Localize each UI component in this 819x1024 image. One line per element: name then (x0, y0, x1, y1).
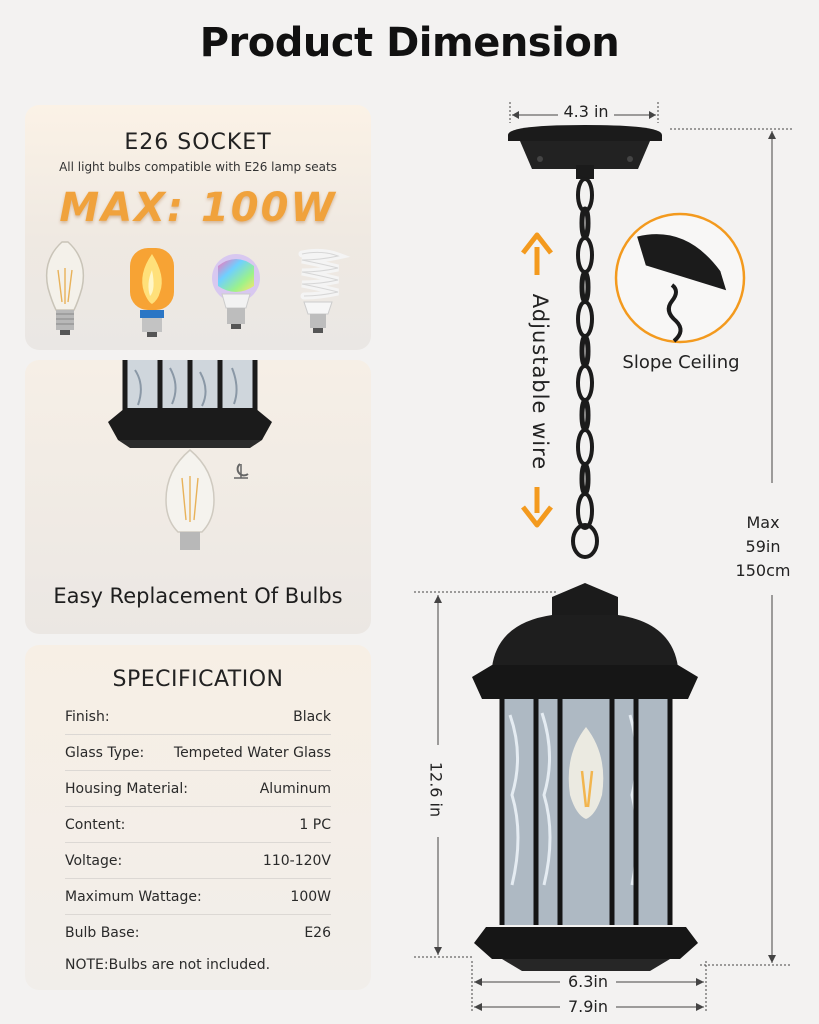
max-label-2: 59in (745, 537, 781, 556)
flame-bulb-icon (130, 248, 174, 337)
spec-value: E26 (304, 925, 331, 941)
adjustable-wire-label: Adjustable wire (528, 293, 552, 471)
spec-title: SPECIFICATION (112, 667, 284, 692)
spec-row-voltage (65, 843, 331, 879)
spec-value: Black (293, 708, 331, 725)
spec-note: NOTE:Bulbs are not included. (65, 957, 271, 973)
lantern-fixture-icon (472, 583, 698, 971)
spec-row-bulb-base (65, 915, 331, 951)
spec-value: 1 PC (299, 816, 331, 833)
max-wattage: MAX: 100W (59, 185, 337, 231)
page-title: Product Dimension (199, 20, 620, 66)
spec-label: Content: (65, 816, 126, 833)
max-label-1: Max (746, 513, 780, 532)
spec-label: Maximum Wattage: (65, 888, 202, 905)
spec-label: Finish: (65, 708, 110, 725)
spec-row-housing (65, 771, 331, 807)
socket-title: E26 SOCKET (124, 130, 272, 155)
replacement-caption: Easy Replacement Of Bulbs (53, 584, 343, 608)
slope-ceiling-label: Slope Ceiling (622, 352, 740, 373)
bulb-types-illustration (40, 240, 360, 345)
smart-bulb-icon (212, 254, 260, 329)
chain-icon (573, 179, 597, 557)
outer-width-label: 7.9in (567, 997, 609, 1016)
spec-value: Tempeted Water Glass (173, 744, 331, 761)
edison-bulb-icon (47, 242, 84, 335)
spec-label: Voltage: (65, 852, 123, 869)
spec-row-glass (65, 735, 331, 771)
spec-value: Aluminum (259, 780, 331, 797)
fixture-bottom-illustration (100, 360, 280, 560)
spec-row-content (65, 807, 331, 843)
replacement-panel (25, 360, 371, 634)
socket-subtitle: All light bulbs compatible with E26 lamp seats (59, 160, 337, 174)
cfl-bulb-icon (302, 252, 338, 333)
inner-width-label: 6.3in (567, 972, 609, 991)
socket-panel (25, 105, 371, 350)
canopy-icon (508, 125, 662, 179)
max-label-3: 150cm (735, 561, 791, 580)
spec-table (65, 699, 331, 951)
spec-label: Housing Material: (65, 780, 188, 797)
spec-row-finish (65, 699, 331, 735)
slope-ceiling-inset (616, 214, 744, 342)
specification-panel (25, 645, 371, 990)
spec-label: Bulb Base: (65, 925, 140, 941)
spec-label: Glass Type: (65, 744, 145, 761)
canopy-width-label: 4.3 in (563, 102, 609, 121)
spec-row-wattage (65, 879, 331, 915)
height-label: 12.6 in (426, 761, 446, 818)
spec-value: 110-120V (262, 852, 331, 869)
lamp-dimension-illustration (380, 95, 819, 1024)
spec-value: 100W (290, 888, 331, 905)
